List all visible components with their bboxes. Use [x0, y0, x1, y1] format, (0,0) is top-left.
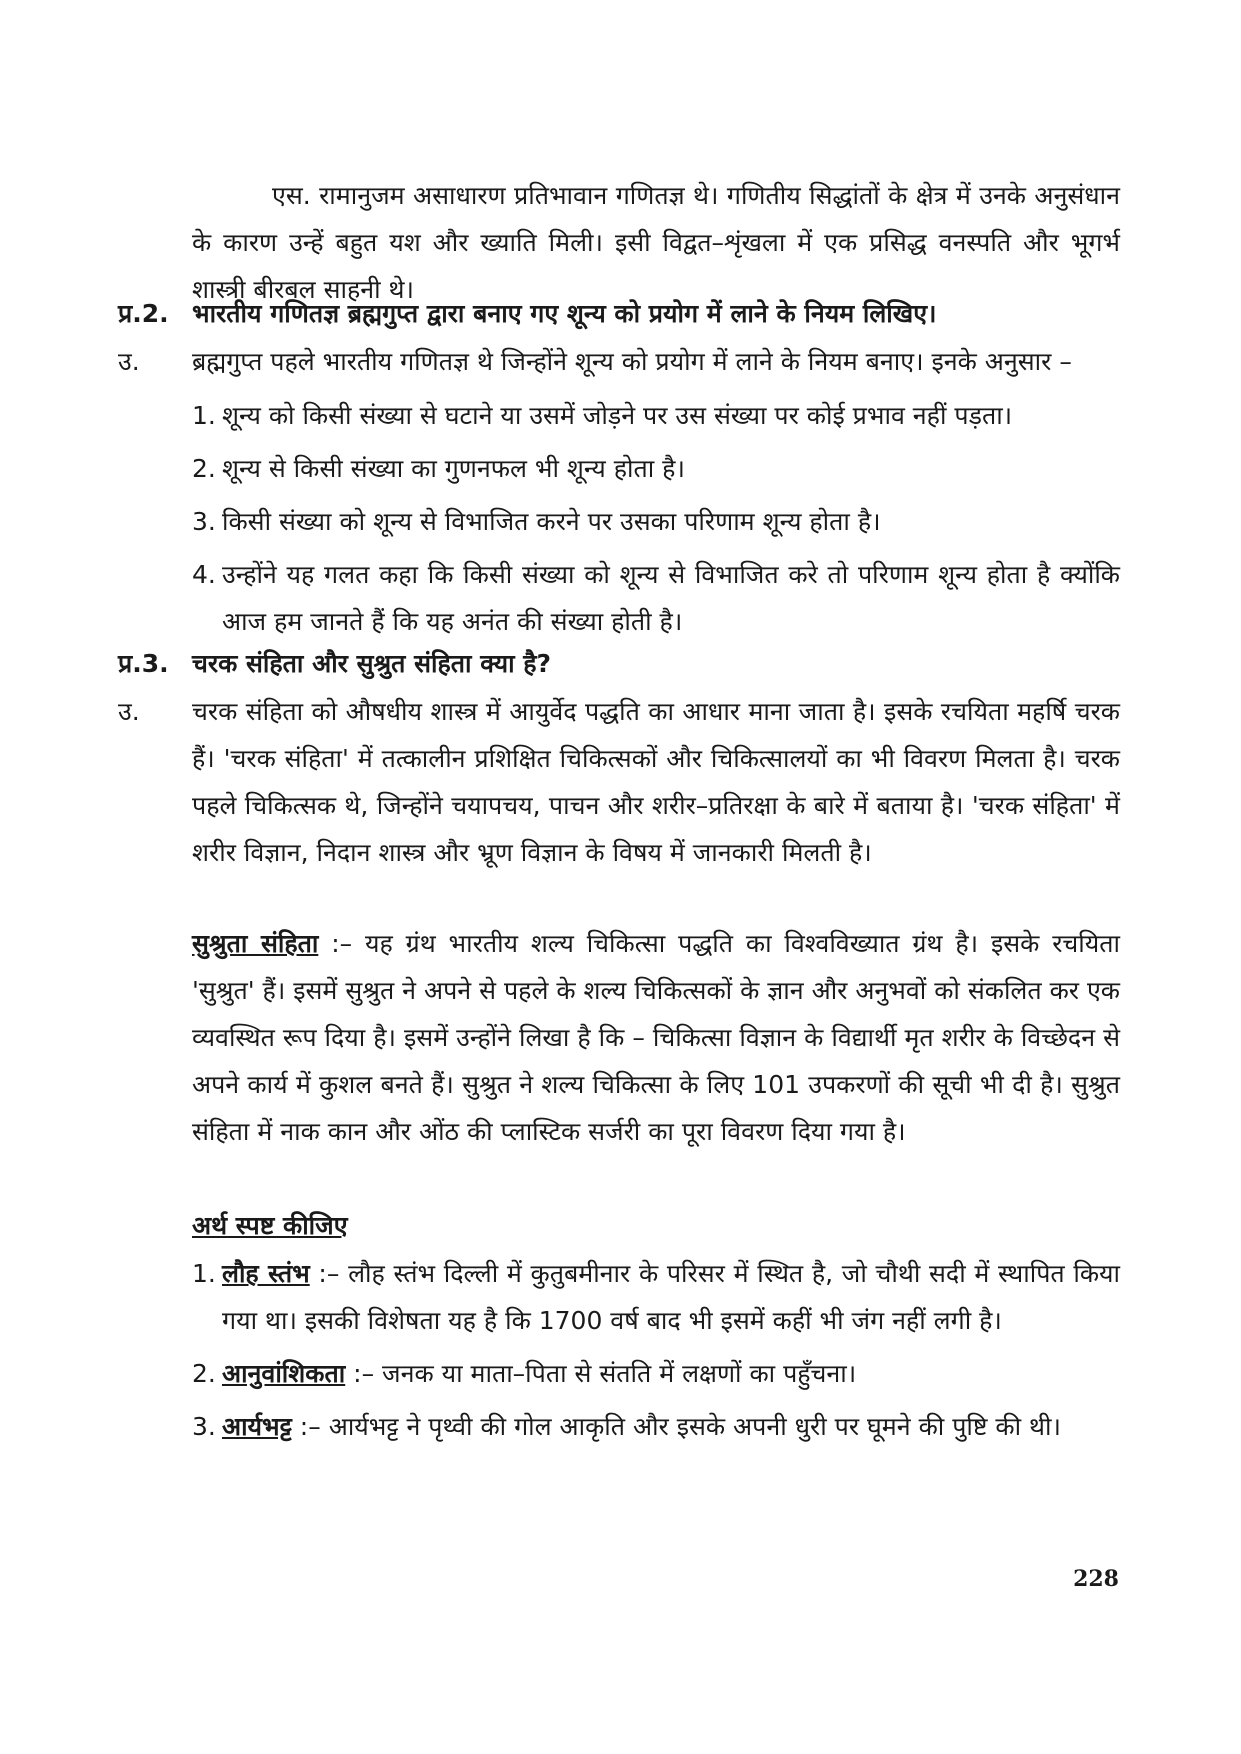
sushruta-term: सुश्रुता संहिता [192, 929, 319, 958]
answer-text: चरक संहिता को औषधीय शास्त्र में आयुर्वेद पद्धति का आधार माना जाता है। इसके रचयिता महर्षि चरक हैं। 'चरक संहिता' में तत्कालीन प्रशिक्षित चिकित्सकों और चिकित्सालयों का भी विवरण मिलता है। चरक पहले चिकित्सक थे, जिन्होंने चयापचय, पाचन और शरीर–प्रतिरक्षा के बारे में बताया है। 'चरक संहिता' में शरीर विज्ञान, निदान शास्त्र और भ्रूण विज्ञान के विषय में जानकारी मिलती है। [192, 697, 1120, 867]
intro-paragraph: एस. रामानुजम असाधारण प्रतिभावान गणितज्ञ थे। गणितीय सिद्धांतों के क्षेत्र में उनके अनुसंधान के कारण उन्हें बहुत यश और ख्याति मिली। इसी विद्वत–शृंखला में एक प्रसिद्ध वनस्पति और भूगर्भ शास्त्री बीरबल साहनी थे। [192, 181, 1120, 304]
answer-3 [118, 688, 1120, 928]
list-item: 3. किसी संख्या को शून्य से विभाजित करने पर उसका परिणाम शून्य होता है। [192, 507, 881, 536]
question-text: भारतीय गणितज्ञ ब्रह्मगुप्त द्वारा बनाए गए शून्य को प्रयोग में लाने के नियम लिखिए। [192, 299, 937, 328]
question-number: प्र.2. [118, 299, 169, 328]
list-item: 2. आनुवांशिकता :– जनक या माता–पिता से संतति में लक्षणों का पहुँचना। [192, 1359, 857, 1388]
list-item: 2. शून्य से किसी संख्या का गुणनफल भी शून्य होता है। [192, 454, 685, 483]
answer-label: उ. [118, 697, 140, 726]
explain-heading: अर्थ स्पष्ट कीजिए [192, 1211, 348, 1240]
list-item: 1. शून्य को किसी संख्या से घटाने या उसमें जोड़ने पर उस संख्या पर कोई प्रभाव नहीं पड़ता। [192, 401, 1013, 430]
explain-list [192, 1250, 1120, 1450]
question-number: प्र.3. [118, 649, 169, 678]
zero-rules-list [192, 392, 1120, 645]
page-number: 228 [1073, 1566, 1119, 1592]
sushruta-paragraph: सुश्रुता संहिता :– यह ग्रंथ भारतीय शल्य चिकित्सा पद्धति का विश्वविख्यात ग्रंथ है। इसके रचयिता 'सुश्रुत' हैं। इसमें सुश्रुत ने अपने से पहले के शल्य चिकित्सकों के ज्ञान और अनुभवों को संकलित कर एक व्यवस्थित रूप दिया है। इसमें उन्होंने लिखा है कि – चिकित्सा विज्ञान के विद्यार्थी मृत शरीर के विच्छेदन से अपने कार्य में कुशल बनते हैं। सुश्रुत ने शल्य चिकित्सा के लिए 101 उपकरणों की सूची भी दी है। सुश्रुत संहिता में नाक कान और ओंठ की प्लास्टिक सर्जरी का पूरा विवरण दिया गया है। [192, 929, 1120, 1146]
list-item: 4. उन्होंने यह गलत कहा कि किसी संख्या को शून्य से विभाजित करे तो परिणाम शून्य होता है क्योंकि आज हम जानते हैं कि यह अनंत की संख्या होती है। [192, 560, 1120, 636]
answer-label: उ. [118, 347, 140, 376]
list-item: 3. आर्यभट्ट :– आर्यभट्ट ने पृथ्वी की गोल आकृति और इसके अपनी धुरी पर घूमने की पुष्टि की थी। [192, 1412, 1061, 1441]
list-item: 1. लौह स्तंभ :– लौह स्तंभ दिल्ली में कुतुबमीनार के परिसर में स्थित है, जो चौथी सदी में स्थापित किया गया था। इसकी विशेषता यह है कि 1700 वर्ष बाद भी इसमें कहीं भी जंग नहीं लगी है। [192, 1259, 1120, 1335]
answer-text: ब्रह्मगुप्त पहले भारतीय गणितज्ञ थे जिन्होंने शून्य को प्रयोग में लाने के नियम बनाए। इनके अनुसार – [192, 347, 1072, 376]
question-text: चरक संहिता और सुश्रुत संहिता क्या है? [192, 649, 552, 678]
